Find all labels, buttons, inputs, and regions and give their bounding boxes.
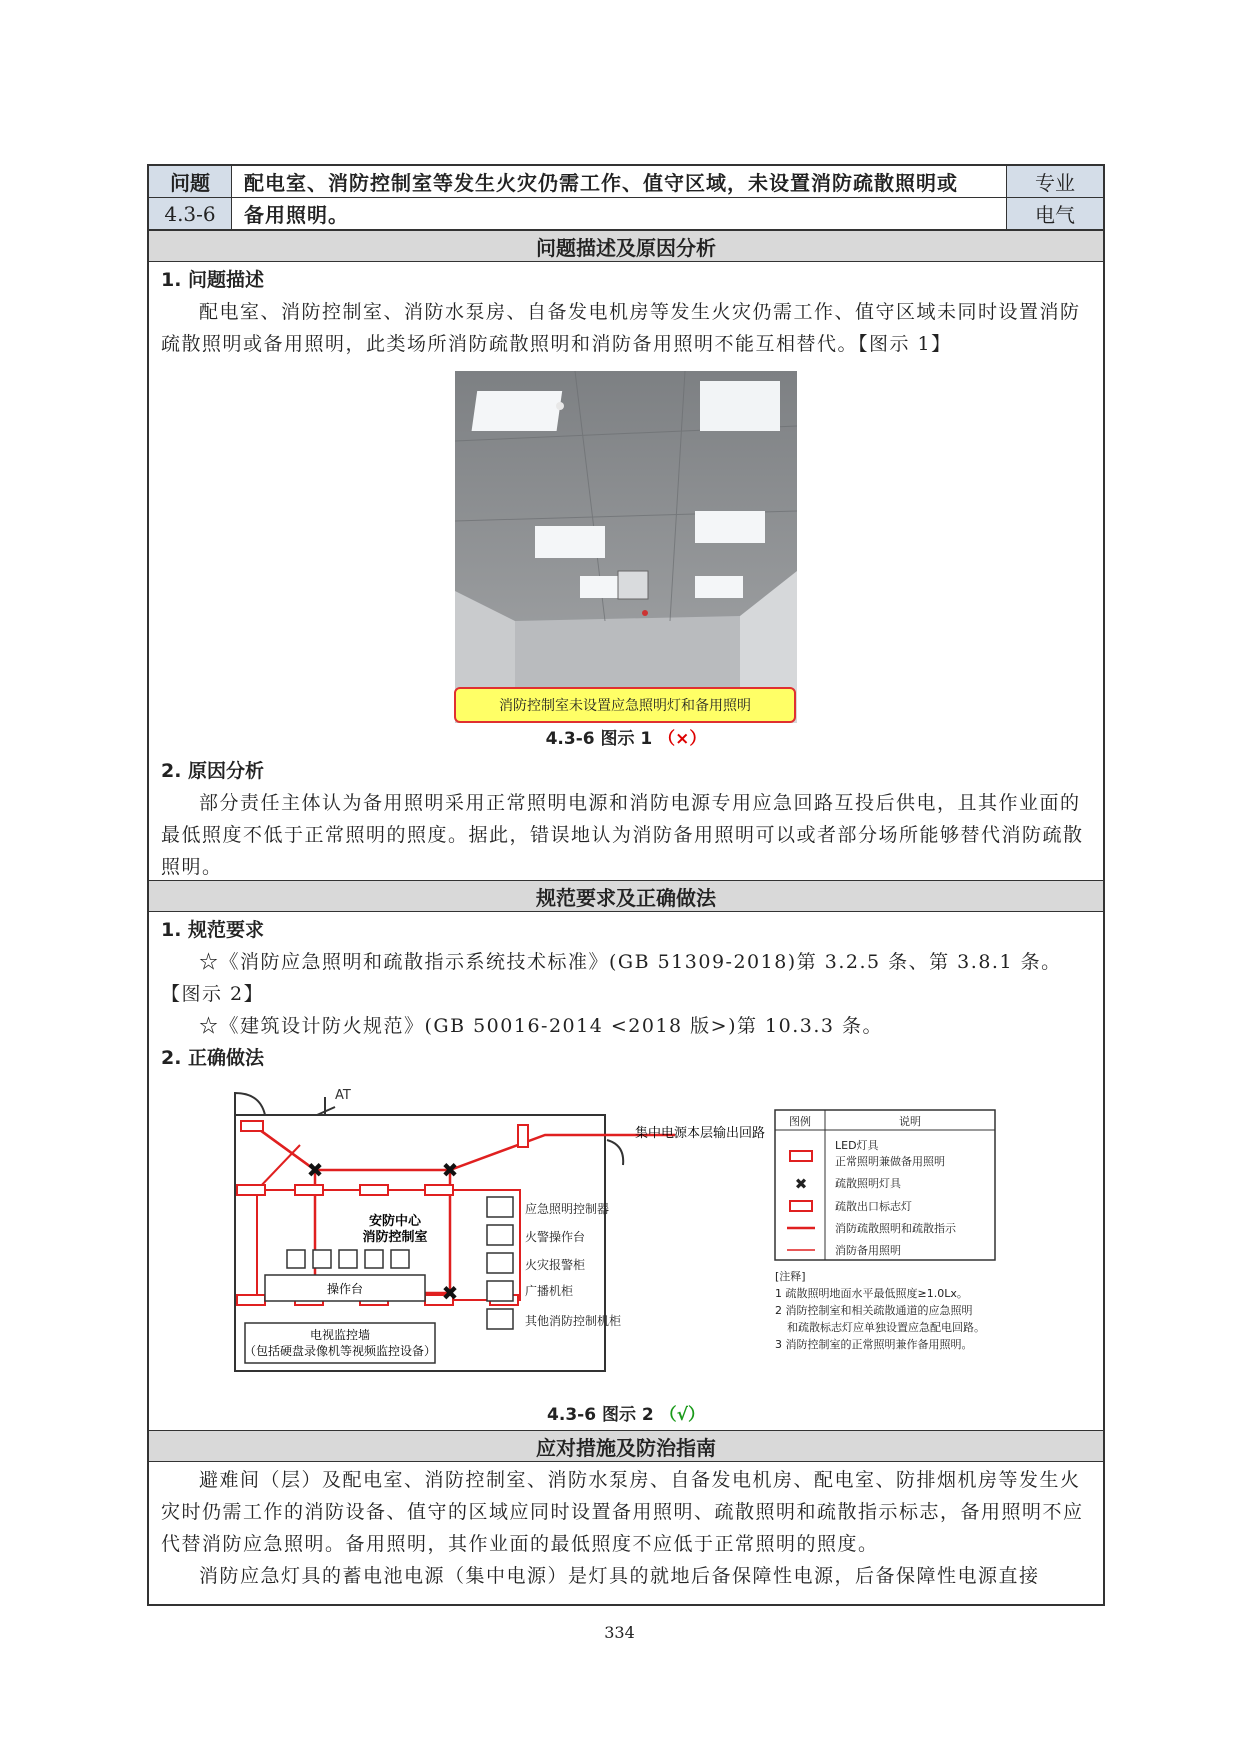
svg-text:说明: 说明	[899, 1115, 921, 1128]
svg-text:疏散照明灯具: 疏散照明灯具	[835, 1177, 901, 1190]
tv-wall-label-1: 电视监控墙	[309, 1328, 371, 1342]
svg-text:火警操作台: 火警操作台	[525, 1230, 586, 1244]
issue-title-line1: 配电室、消防控制室等发生火灾仍需工作、值守区域，未设置消防疏散照明或	[232, 166, 1007, 198]
section-bar-measures: 应对措施及防治指南	[149, 1430, 1103, 1462]
section-bar-requirements: 规范要求及正确做法	[149, 880, 1103, 912]
exit-signs	[241, 1121, 528, 1147]
measures	[161, 1464, 1091, 1592]
fig1-caption-text: 4.3-6 图示 1	[545, 729, 653, 749]
door-left	[235, 1093, 265, 1115]
measures-para-1: 避难间（层）及配电室、消防控制室、消防水泵房、自备发电机房、配电室、防排烟机房等发生火灾时仍需工作的消防设备、值守的区域应同时设置备用照明、疏散照明和疏散指示标志，备用照明不应代替消防应急照明。备用照明，其作业面的最低照度不应低于正常照明的照度。	[161, 1469, 1084, 1555]
fig1-wrong-mark: （×）	[658, 729, 707, 749]
requirements	[161, 914, 1091, 1074]
feed-label: 集中电源本层输出回路	[635, 1126, 766, 1141]
legend	[775, 1110, 995, 1260]
svg-text:应急照明控制器: 应急照明控制器	[525, 1202, 610, 1216]
desc-text: 配电室、消防控制室、消防水泵房、自备发电机房等发生火灾仍需工作、值守区域未同时设置消防疏散照明或备用照明，此类场所消防疏散照明和消防备用照明不能互相替代。【图示 1】	[161, 301, 1081, 355]
fig2-correct-mark: （√）	[659, 1405, 705, 1425]
cause-heading: 2. 原因分析	[161, 760, 265, 782]
req-item-1: ☆《消防应急照明和疏散指示系统技术标准》(GB 51309-2018)第 3.2.5 条、第 3.8.1 条。【图示 2】	[161, 951, 1062, 1005]
door-right	[607, 1140, 623, 1165]
svg-text:正常照明兼做备用照明: 正常照明兼做备用照明	[835, 1155, 945, 1168]
practice-heading: 2. 正确做法	[161, 1047, 265, 1069]
svg-text:图例: 图例	[789, 1115, 811, 1128]
req-heading: 1. 规范要求	[161, 919, 265, 941]
svg-text:2 消防控制室和相关疏散通道的应急照明: 2 消防控制室和相关疏散通道的应急照明	[775, 1304, 973, 1317]
problem-description	[161, 264, 1091, 360]
svg-text:消防备用照明: 消防备用照明	[835, 1244, 901, 1257]
svg-text:1 疏散照明地面水平最低照度≥1.0Lx。: 1 疏散照明地面水平最低照度≥1.0Lx。	[775, 1287, 968, 1300]
svg-text:[注释]: [注释]	[775, 1270, 806, 1283]
svg-text:和疏散标志灯应单独设置应急配电回路。: 和疏散标志灯应单独设置应急配电回路。	[787, 1321, 985, 1334]
cabinets	[487, 1197, 513, 1329]
console-label: 操作台	[326, 1282, 364, 1296]
tv-wall-label-2: （包括硬盘录像机等视频监控设备）	[243, 1344, 437, 1358]
svg-text:3 消防控制室的正常照明兼作备用照明。: 3 消防控制室的正常照明兼作备用照明。	[775, 1338, 973, 1351]
discipline-label: 专业	[1007, 166, 1103, 198]
section-bar-analysis: 问题描述及原因分析	[149, 230, 1103, 262]
discipline-value: 电气	[1007, 198, 1103, 230]
svg-text:疏散出口标志灯: 疏散出口标志灯	[835, 1200, 912, 1213]
desc-heading: 1. 问题描述	[161, 269, 265, 291]
measures-para-2: 消防应急灯具的蓄电池电源（集中电源）是灯具的就地后备保障性电源，后备保障性电源直接	[199, 1565, 1040, 1587]
room-name-1: 安防中心	[368, 1214, 422, 1229]
issue-title-line2: 备用照明。	[232, 198, 1007, 230]
at-label: AT	[335, 1088, 351, 1103]
req-item-2: ☆《建筑设计防火规范》(GB 50016-2014 <2018 版>)第 10.3.3 条。	[199, 1015, 884, 1037]
cabinet-labels	[525, 1201, 621, 1328]
header-row-2	[149, 198, 1103, 230]
fire-control-room-lighting-diagram	[225, 1085, 1025, 1405]
room-name-2: 消防控制室	[362, 1230, 428, 1245]
fig1-caption	[149, 724, 1103, 749]
svg-text:其他消防控制机柜: 其他消防控制机柜	[525, 1314, 622, 1328]
svg-text:✖: ✖	[794, 1175, 808, 1193]
svg-text:消防疏散照明和疏散指示: 消防疏散照明和疏散指示	[835, 1222, 956, 1235]
diagram-notes	[775, 1270, 985, 1351]
page-number: 334	[604, 1623, 635, 1642]
issue-label: 问题	[149, 166, 232, 198]
cause-text: 部分责任主体认为备用照明采用正常照明电源和消防电源专用应急回路互投后供电，且其作业面的最低照度不低于正常照明的照度。据此，错误地认为消防备用照明可以或者部分场所能够替代消防疏散照明。	[161, 792, 1084, 878]
issue-number: 4.3-6	[149, 198, 232, 230]
svg-text:✖: ✖	[441, 1281, 459, 1305]
svg-text:LED灯具: LED灯具	[835, 1139, 879, 1152]
svg-text:广播机柜: 广播机柜	[525, 1284, 574, 1298]
cause-analysis	[161, 755, 1091, 883]
control-room-ceiling-photo	[455, 371, 797, 723]
header-row-1	[149, 166, 1103, 198]
svg-text:✖: ✖	[441, 1158, 459, 1182]
photo-label: 消防控制室未设置应急照明灯和备用照明	[454, 687, 796, 723]
svg-text:火灾报警柜: 火灾报警柜	[525, 1258, 586, 1272]
fig2-caption-text: 4.3-6 图示 2	[547, 1405, 654, 1425]
svg-text:✖: ✖	[306, 1158, 324, 1182]
